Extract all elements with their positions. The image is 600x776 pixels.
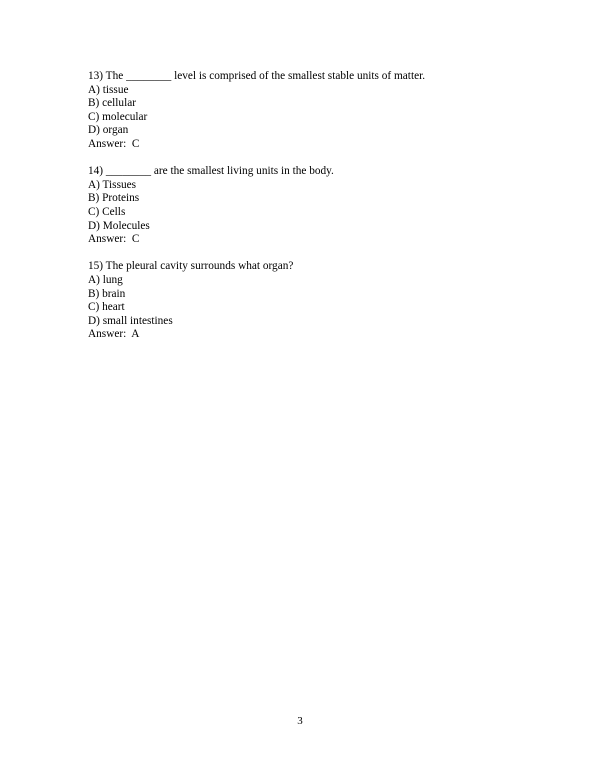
option-c: C) molecular xyxy=(88,110,148,123)
option-a: A) Tissues xyxy=(88,178,137,191)
answer-line: Answer: C xyxy=(88,233,140,246)
page-number: 3 xyxy=(297,715,303,727)
question-stem: 15) The pleural cavity surrounds what organ? xyxy=(88,260,294,273)
question-list xyxy=(88,70,548,355)
option-b: B) cellular xyxy=(88,97,136,110)
question-stem: 14) ________ are the smallest living units in the body. xyxy=(88,165,334,178)
option-c: C) Cells xyxy=(88,205,126,218)
option-b: B) Proteins xyxy=(88,192,140,205)
option-d: D) organ xyxy=(88,124,129,137)
question-stem: 13) The ________ level is comprised of the smallest stable units of matter. xyxy=(88,70,426,82)
answer-line: Answer: A xyxy=(88,328,140,341)
option-a: A) lung xyxy=(88,273,123,286)
question-13 xyxy=(88,70,548,152)
question-14 xyxy=(88,165,548,247)
option-c: C) heart xyxy=(88,301,125,314)
option-d: D) small intestines xyxy=(88,314,173,327)
question-15 xyxy=(88,260,548,342)
answer-line: Answer: C xyxy=(88,137,140,150)
option-a: A) tissue xyxy=(88,83,129,96)
option-b: B) brain xyxy=(88,287,126,300)
option-d: D) Molecules xyxy=(88,219,150,232)
